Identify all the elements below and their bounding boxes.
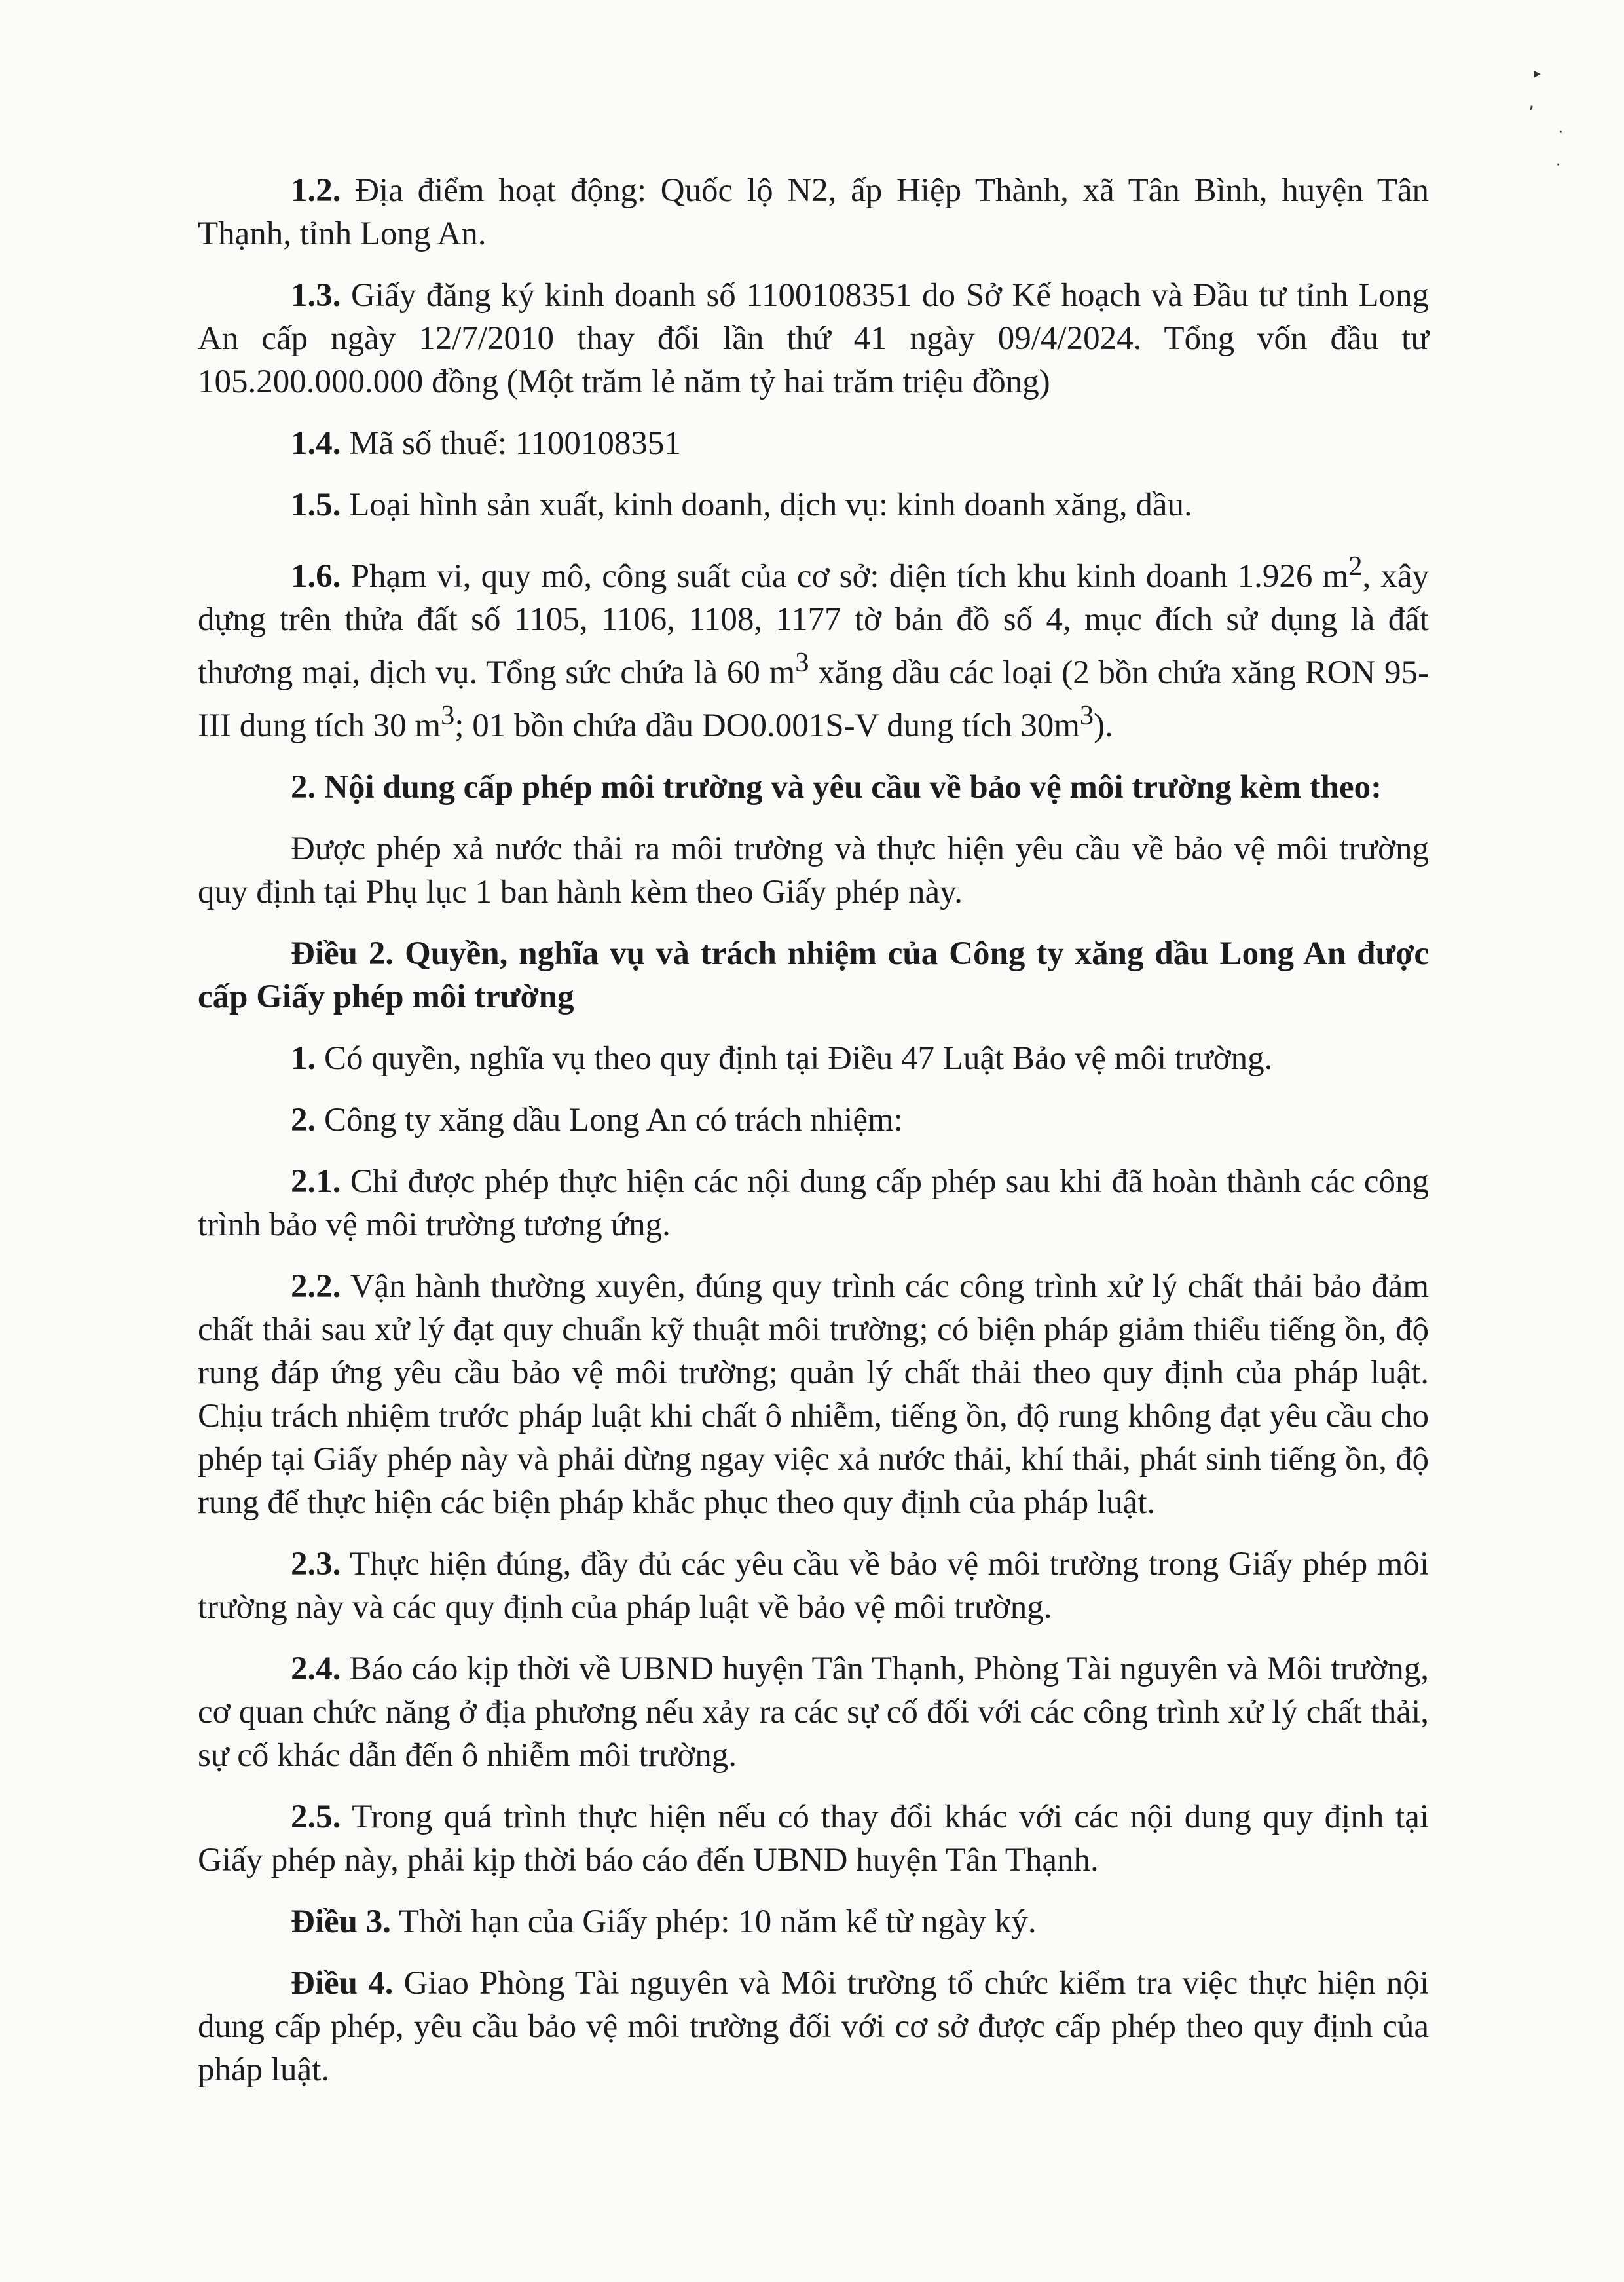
scan-marks: ▸ ʼ · · (1528, 65, 1563, 174)
superscript: 2 (1348, 551, 1363, 582)
dieu-2-item-2 (198, 1098, 1429, 1142)
item-text: Giấy đăng ký kinh doanh số 1100108351 do Sở Kế hoạch và Đầu tư tỉnh Long An cấp ngày 12/7/2010 thay đổi lần thứ 41 ngày 09/4/2024. Tổng vốn đầu tư 105.200.000.000 đồng (Một trăm lẻ năm tỷ hai trăm triệu đồng) (198, 277, 1429, 400)
item-1-6 (198, 545, 1429, 747)
dieu-2-item-2-4 (198, 1647, 1429, 1777)
item-number: 2.5. (291, 1799, 341, 1835)
item-text: Loại hình sản xuất, kinh doanh, dịch vụ: kinh doanh xăng, dầu. (341, 487, 1192, 523)
item-text: Vận hành thường xuyên, đúng quy trình các công trình xử lý chất thải bảo đảm chất thải sau xử lý đạt quy chuẩn kỹ thuật môi trường; có biện pháp giảm thiểu tiếng ồn, độ rung đáp ứng yêu cầu bảo vệ môi trường; quản lý chất thải theo quy định của pháp luật. Chịu trách nhiệm trước pháp luật khi chất ô nhiễm, tiếng ồn, độ rung không đạt yêu cầu cho phép tại Giấy phép này và phải dừng ngay việc xả nước thải, khí thải, phát sinh tiếng ồn, độ rung để thực hiện các biện pháp khắc phục theo quy định của pháp luật. (198, 1268, 1429, 1521)
item-1-3 (198, 274, 1429, 403)
dieu-2-item-2-3 (198, 1543, 1429, 1629)
item-number: 1.2. (291, 172, 341, 209)
item-text: , xây dựng trên thửa đất số 1105, 1106, 1108, 1177 tờ bản đồ số 4, mục đích sử dụng là đất thương mại, dịch vụ. Tổng sức chứa là 60 m (198, 558, 1429, 691)
dieu-2-item-1 (198, 1037, 1429, 1080)
item-text: xăng dầu các loại (2 bồn chứa xăng RON 95-III dung tích 30 m (198, 654, 1429, 744)
item-text: ). (1094, 707, 1113, 744)
item-text: Trong quá trình thực hiện nếu có thay đổi khác với các nội dung quy định tại Giấy phép này, phải kịp thời báo cáo đến UBND huyện Tân Thạnh. (198, 1799, 1429, 1879)
article-number: Điều 4. (291, 1965, 394, 2002)
dieu-2-item-2-2 (198, 1265, 1429, 1524)
item-text: Chỉ được phép thực hiện các nội dung cấp phép sau khi đã hoàn thành các công trình bảo vệ môi trường tương ứng. (198, 1163, 1429, 1243)
dieu-2-heading: Điều 2. Quyền, nghĩa vụ và trách nhiệm của Công ty xăng dầu Long An được cấp Giấy phép môi trường (198, 935, 1429, 1015)
dieu-2-item-2-5 (198, 1795, 1429, 1882)
article-number: Điều 3. (291, 1903, 391, 1940)
item-number: 1.5. (291, 487, 341, 523)
item-number: 2.2. (291, 1268, 341, 1305)
item-number: 2.1. (291, 1163, 341, 1200)
item-text: Địa điểm hoạt động: Quốc lộ N2, ấp Hiệp Thành, xã Tân Bình, huyện Tân Thạnh, tỉnh Long An. (198, 172, 1429, 252)
item-1-5 (198, 483, 1429, 527)
dieu-4 (198, 1962, 1429, 2091)
item-1-4 (198, 422, 1429, 465)
section-2-text: Được phép xả nước thải ra môi trường và thực hiện yêu cầu về bảo vệ môi trường quy định tại Phụ lục 1 ban hành kèm theo Giấy phép này. (198, 831, 1429, 910)
item-text: Có quyền, nghĩa vụ theo quy định tại Điều 47 Luật Bảo vệ môi trường. (316, 1040, 1273, 1077)
superscript: 3 (1079, 700, 1094, 731)
item-number: 2. (291, 1102, 316, 1138)
item-text: ; 01 bồn chứa dầu DO0.001S-V dung tích 30m (454, 707, 1080, 744)
item-text: Phạm vi, quy mô, công suất của cơ sở: diện tích khu kinh doanh 1.926 m (341, 558, 1349, 595)
item-number: 2.3. (291, 1546, 341, 1582)
item-number: 1.4. (291, 425, 341, 462)
superscript: 3 (441, 700, 455, 731)
item-number: 1.3. (291, 277, 341, 314)
dieu-2-item-2-1 (198, 1160, 1429, 1246)
item-text: Công ty xăng dầu Long An có trách nhiệm: (316, 1102, 903, 1138)
item-1-2 (198, 169, 1429, 255)
document-page (198, 169, 1429, 2110)
dieu-3 (198, 1900, 1429, 1943)
superscript: 3 (795, 647, 809, 678)
item-number: 2.4. (291, 1651, 341, 1687)
item-number: 1. (291, 1040, 316, 1077)
item-number: 1.6. (291, 558, 341, 595)
item-text: Thực hiện đúng, đầy đủ các yêu cầu về bảo vệ môi trường trong Giấy phép môi trường này và các quy định của pháp luật về bảo vệ môi trường. (198, 1546, 1429, 1626)
article-text: Thời hạn của Giấy phép: 10 năm kể từ ngày ký. (391, 1903, 1037, 1940)
article-text: Giao Phòng Tài nguyên và Môi trường tổ chức kiểm tra việc thực hiện nội dung cấp phép, yêu cầu bảo vệ môi trường đối với cơ sở được cấp phép theo quy định của pháp luật. (198, 1965, 1429, 2088)
item-text: Mã số thuế: 1100108351 (341, 425, 681, 462)
item-text: Báo cáo kịp thời về UBND huyện Tân Thạnh, Phòng Tài nguyên và Môi trường, cơ quan chức năng ở địa phương nếu xảy ra các sự cố đối với các công trình xử lý chất thải, sự cố khác dẫn đến ô nhiễm môi trường. (198, 1651, 1429, 1774)
section-2-heading: 2. Nội dung cấp phép môi trường và yêu cầu về bảo vệ môi trường kèm theo: (291, 769, 1382, 806)
